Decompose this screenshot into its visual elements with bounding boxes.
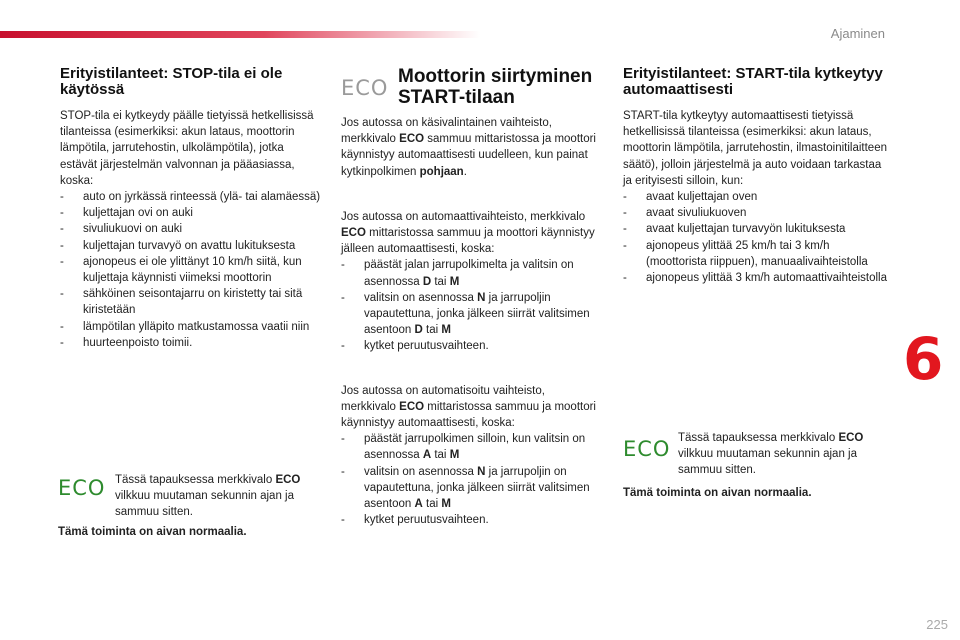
- stop-intro-text: STOP-tila ei kytkeydy päälle tietyissä hetkellisissä tilanteissa (esimerkiksi: akun lataus, moottorin lämpötila, jarrutehostin, ulkolämpötila), jotka estävät järjestelmän valvonnan ja pääasiassa, koska:: [60, 110, 314, 187]
- chapter-number: 6: [903, 325, 944, 393]
- list-item: - ajonopeus ei ole ylittänyt 10 km/h siitä, kun kuljettaja käynnisti viimeksi moottorin: [60, 254, 322, 286]
- start-note-text: Tässä tapauksessa merkkivalo ECO vilkkuu muutaman sekunnin ajan ja sammuu sitten.: [678, 432, 864, 477]
- list-item: - avaat kuljettajan turvavyön lukituksesta: [623, 221, 891, 237]
- list-item: - päästät jalan jarrupolkimelta ja valitsin on asennossa D tai M: [341, 257, 603, 289]
- list-item: - kytket peruutusvaihteen.: [341, 338, 603, 354]
- list-item: - avaat kuljettajan oven: [623, 189, 891, 205]
- automated-conditions-list: [341, 431, 603, 528]
- stop-section-heading: Erityistilanteet: STOP-tila ei ole käytössä: [60, 65, 283, 98]
- stop-normal-text: Tämä toiminta on aivan normaalia.: [58, 525, 247, 538]
- start-normal-text: Tämä toiminta on aivan normaalia.: [623, 486, 812, 499]
- list-item: - sivuliukuovi on auki: [60, 221, 322, 237]
- start-conditions-list: [623, 189, 891, 286]
- list-item: - valitsin on asennossa N ja jarrupoljin on vapautettuna, jonka jälkeen siirrät valitsimen asentoon A tai M: [341, 464, 603, 513]
- manual-gearbox-text: Jos autossa on käsivalintainen vaihteisto, merkkivalo ECO sammuu mittaristossa ja moottori käynnistyy automaattisesti uudelleen, kun painat kytkinpolkimen pohjaan.: [341, 117, 596, 178]
- start-mode-column: [623, 66, 891, 286]
- stop-eco-note: [58, 472, 328, 540]
- header-accent-bar: [0, 31, 480, 38]
- stop-conditions-list: [60, 189, 322, 351]
- eco-indicator-icon: ECO: [58, 476, 106, 500]
- list-item: - kytket peruutusvaihteen.: [341, 512, 603, 528]
- list-item: - kuljettajan ovi on auki: [60, 205, 322, 221]
- stop-mode-column: [60, 66, 322, 351]
- list-item: - päästät jarrupolkimen silloin, kun valitsin on asennossa A tai M: [341, 431, 603, 463]
- automatic-gearbox-text: Jos autossa on automaattivaihteisto, merkkivalo ECO mittaristossa sammuu ja moottori käynnistyy jälleen automaattisesti, koska:: [341, 210, 595, 256]
- list-item: - huurteenpoisto toimii.: [60, 335, 322, 351]
- list-item: - ajonopeus ylittää 3 km/h automaattivaihteistolla: [623, 270, 891, 286]
- list-item: - lämpötilan ylläpito matkustamossa vaatii niin: [60, 319, 322, 335]
- eco-indicator-icon: ECO: [341, 76, 389, 100]
- start-section-heading: Moottorin siirtyminen START-tilaan: [398, 66, 593, 108]
- start-eco-note: [623, 430, 889, 501]
- start-intro-text: START-tila kytkeytyy automaattisesti tietyissä hetkellisissä tilanteissa (esimerkiksi: akun lataus, moottorin lämpötila, jarrutehostin, ilmastoinitilaitteen säätö), jolloin järjestelmä ja auto voidaan tarkastaa ja erityisesti silloin, kun:: [623, 110, 887, 187]
- stop-note-text: Tässä tapauksessa merkkivalo ECO vilkkuu muutaman sekunnin ajan ja sammuu sitten.: [115, 474, 301, 519]
- list-item: - kuljettajan turvavyö on avattu lukituksesta: [60, 238, 322, 254]
- start-auto-section-heading: Erityistilanteet: START-tila kytkeytyy automaattisesti: [623, 65, 883, 98]
- start-transition-column: [341, 66, 603, 528]
- list-item: - ajonopeus ylittää 25 km/h tai 3 km/h (moottorista riippuen), manuaalivaihteistolla: [623, 238, 891, 270]
- automated-gearbox-text: Jos autossa on automatisoitu vaihteisto, merkkivalo ECO mittaristossa sammuu ja moottori käynnistyy automaattisesti, koska:: [341, 384, 596, 430]
- list-item: - auto on jyrkässä rinteessä (ylä- tai alamäessä): [60, 189, 322, 205]
- automatic-conditions-list: [341, 257, 603, 354]
- list-item: - avaat sivuliukuoven: [623, 205, 891, 221]
- list-item: - sähköinen seisontajarru on kiristetty tai sitä kiristetään: [60, 286, 322, 318]
- section-title: Ajaminen: [830, 26, 885, 41]
- page-number: 225: [926, 617, 948, 632]
- list-item: - valitsin on asennossa N ja jarrupoljin vapautettuna, jonka jälkeen siirrät valitsimen asentoon D tai M: [341, 290, 603, 339]
- eco-indicator-icon: ECO: [623, 437, 671, 461]
